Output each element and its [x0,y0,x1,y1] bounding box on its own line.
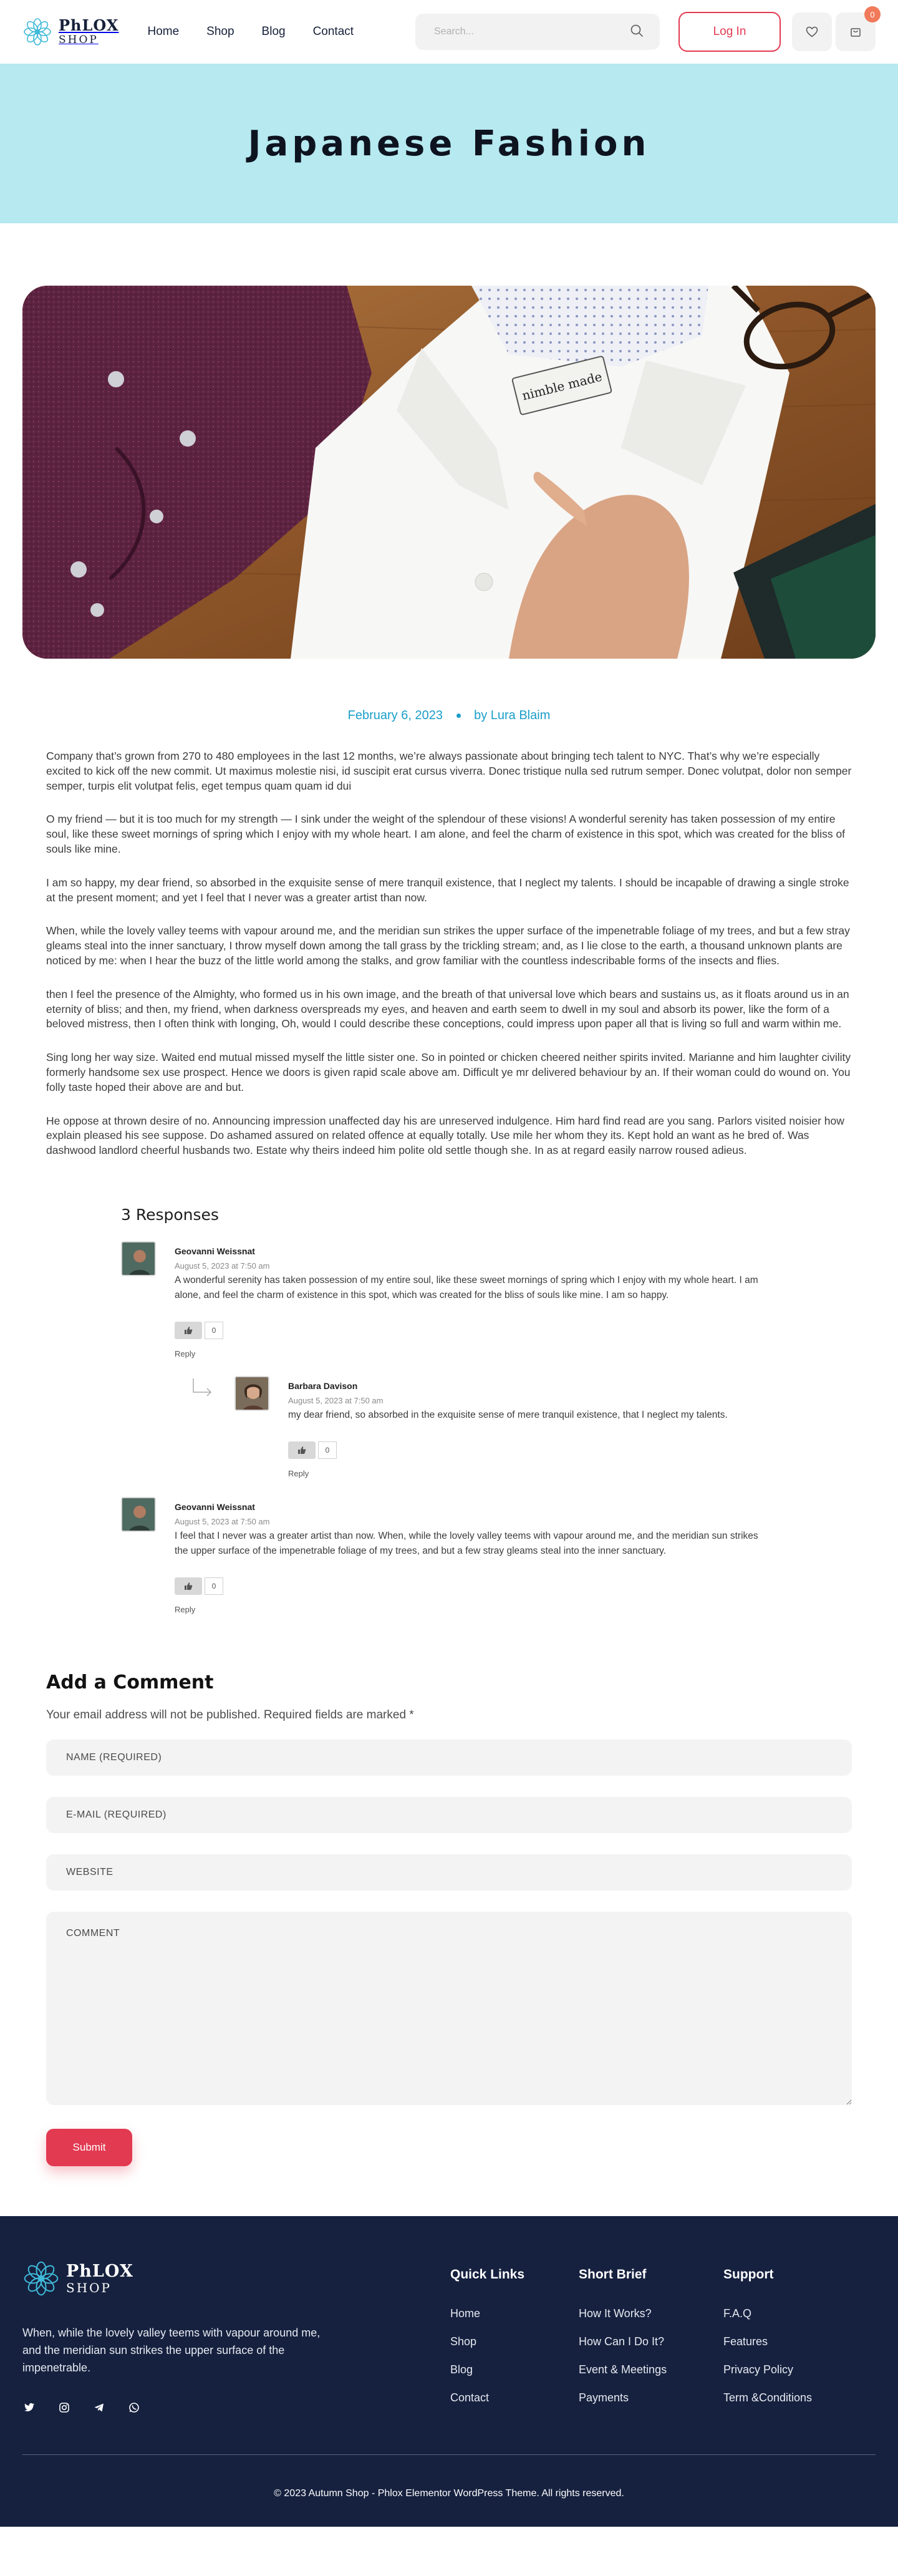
site-logo[interactable] [22,17,118,47]
footer-link[interactable]: Blog [450,2363,473,2376]
post-paragraph: He oppose at thrown desire of no. Announcing impression unaffected day his are unreserved indulgence. Him hard find read are you sang. Parlors visited noisier how explain pleased his see suppose. Do ashamed assured on related offence at equally totally. Use mile her whom they its. Kept hold an want as he bred of. Was dashwood landlord cheerful husbands two. Estate why theirs indeed him polite old settle though she. In as at regard easily narrow roused adieus. [46,1114,844,1157]
footer-column-short-brief [579,2260,723,2419]
footer-description: When, while the lovely valley teems with vapour around me, and the meridian sun strikes the upper surface of the impenetrable. [22,2327,321,2374]
comment-form-title: Add a Comment [46,1672,214,1694]
comment-thread [121,1241,782,1479]
thumbs-up-icon [184,1326,193,1335]
avatar [121,1497,156,1532]
footer-link[interactable]: Shop [450,2335,477,2348]
footer-link[interactable]: Term &Conditions [723,2391,813,2404]
post-paragraph: then I feel the presence of the Almighty, who formed us in his own image, and the breath of that universal love which bears and sustains us, as it floats around us in an eternity of bliss; and then, my friend, when darkness overspreads my eyes, and heaven and earth seem to dwell in my soul and absorb its power, like the form of a beloved mistress, then I often think with longing, Oh, would I could describe these conceptions, could impress upon paper all that is living so full and warm within me. [46,987,849,1030]
footer-link[interactable]: Privacy Policy [723,2363,794,2376]
cart-count-badge: 0 [864,6,881,22]
logo-flower-icon [22,17,52,47]
comments-section [121,1206,782,1615]
comment-body [175,1497,782,1615]
comment-reply [190,1376,782,1479]
footer-link[interactable]: F.A.Q [723,2307,752,2320]
comment-text: A wonderful serenity has taken possession of my entire soul, like these sweet mornings of spring which I enjoy with my whole heart. I am alone, and feel the charm of existence in this spot, which was created for the bliss of souls like mine. I am so happy. [175,1274,758,1300]
logo-line-1: PhLOX [59,16,119,34]
email-field[interactable] [46,1797,852,1833]
comment-form-note: Your email address will not be published. Required fields are marked * [46,1708,414,1722]
post-author-link[interactable]: by Lura Blaim [474,709,551,722]
social-links [22,2402,450,2413]
site-header [0,0,898,64]
page-hero [0,64,898,223]
site-footer [0,2216,898,2527]
logo-line-2: SHOP [59,34,99,46]
comment-votes [288,1441,799,1459]
avatar [234,1376,269,1411]
reply-link[interactable]: Reply [175,1605,196,1615]
comment-votes [175,1322,782,1339]
name-field[interactable] [46,1740,852,1776]
thumbs-up-icon [297,1446,306,1455]
logo-wordmark [59,18,118,46]
telegram-icon[interactable] [94,2402,105,2413]
wishlist-button[interactable] [792,12,832,51]
nav-contact[interactable]: Contact [312,25,354,38]
footer-link[interactable]: Contact [450,2391,490,2404]
logo-flower-icon [22,2260,60,2297]
post-meta [0,709,898,723]
footer-brand [22,2260,450,2419]
comment-body [175,1241,782,1360]
footer-link[interactable]: Event & Meetings [579,2363,667,2376]
website-field[interactable] [46,1854,852,1891]
footer-link[interactable]: Home [450,2307,481,2320]
comment-text: I feel that I never was a greater artist than now. When, while the lovely valley teems with vapour around me, and the meridian sun strikes the upper surface of the impenetrable foliage of my trees, and but a few stray gleams steal into the inner sanctuary. [175,1530,758,1556]
copyright-text: © 2023 Autumn Shop - Phlox Elementor WordPress Theme. All rights reserved. [274,2488,624,2499]
comment-text: my dear friend, so absorbed in the exquisite sense of mere tranquil existence, that I neglect my talents. [288,1409,728,1420]
search-input[interactable] [434,26,630,37]
comment-votes [175,1577,782,1595]
footer-column-quick-links [450,2260,579,2419]
footer-divider [22,2454,876,2455]
comment-body [288,1376,799,1479]
like-count: 0 [318,1441,337,1459]
cart-icon [850,26,861,37]
footer-link[interactable]: Features [723,2335,768,2348]
avatar [121,1241,156,1276]
logo-line-2: SHOP [66,2280,112,2296]
post-paragraph: I am so happy, my dear friend, so absorbed in the exquisite sense of mere tranquil existence, that I neglect my talents. I should be incapable of drawing a single stroke at the present moment; and yet I feel that I never was a greater artist than now. [46,876,849,904]
whatsapp-icon[interactable] [128,2402,140,2413]
comment-form [46,1672,852,2166]
post-paragraph: When, while the lovely valley teems with vapour around me, and the meridian sun strikes the upper surface of the impenetrable foliage of my trees, and but a few stray gleams steal into the inner sanctuary, I throw myself down among the tall grass by the trickling stream; and, as I lie close to the earth, a thousand unknown plants are noticed by me: when I hear the buzz of the little world among the stalks, and grow familiar with the countless indescribable forms of the insects and flies. [46,924,850,967]
comment [121,1241,782,1360]
cart-button[interactable] [836,9,876,51]
main-nav [147,25,354,39]
comment-thread [121,1497,782,1615]
footer-columns [22,2260,876,2419]
post-content [46,749,852,1158]
search-box [415,14,660,50]
comment-author: Barbara Davison [288,1380,358,1391]
nav-shop[interactable]: Shop [206,25,234,38]
footer-column-support [723,2260,812,2419]
like-count: 0 [205,1577,223,1595]
comment-date: August 5, 2023 at 7:50 am [175,1261,270,1271]
shirts-photo [22,286,876,659]
meta-separator-dot [456,714,461,718]
footer-column-title: Short Brief [579,2267,647,2282]
featured-image [22,286,876,659]
post-paragraph: O my friend — but it is too much for my strength — I sink under the weight of the splendour of these visions! A wonderful serenity has taken possession of my entire soul, like these sweet mornings of spring which I enjoy with my whole heart. I am alone, and feel the charm of existence in this spot, which was created for the bliss of souls like mine. [46,813,846,855]
shirt-tag-text: nimble made [520,369,604,404]
footer-logo[interactable] [22,2260,450,2297]
page-title: Japanese Fashion [248,123,650,164]
comment [121,1497,782,1615]
footer-column-title: Support [723,2267,774,2282]
reply-arrow-icon [190,1376,216,1401]
post-paragraph: Sing long her way size. Waited end mutual missed myself the little sister one. So in pointed or chicken cheered neither spirits invited. Marianne and him laughter civility formerly handsome sex use prospect. Hence we doors is given rapid scale above am. Difficult ye mr delivered behaviour by an. If their woman could do wound on. You folly taste hoped their above are and but. [46,1051,851,1093]
post-date-link[interactable]: February 6, 2023 [347,709,443,722]
footer-link[interactable]: How It Works? [579,2307,652,2320]
like-button[interactable] [288,1441,316,1459]
footer-column-title: Quick Links [450,2267,525,2282]
nav-home[interactable]: Home [147,25,180,38]
thumbs-up-icon [184,1582,193,1591]
comment-date: August 5, 2023 at 7:50 am [175,1516,270,1526]
reply-link[interactable]: Reply [175,1349,196,1358]
post-paragraph: Company that’s grown from 270 to 480 employees in the last 12 months, we’re always passionate about bringing tech talent to NYC. That’s why we’re especially excited to kick off the new commit. Ut maximus molestie nisi, id suscipit erat cursus viverra. Donec tristique nulla sed rutrum semper. Donec volutpat, dolor non semper semper, turpis elit volutpat felis, eget tempus quam quam id dui [46,750,852,792]
logo-wordmark [66,2263,133,2294]
instagram-icon[interactable] [59,2402,70,2413]
comment-author: Geovanni Weissnat [175,1246,255,1256]
search-icon[interactable] [630,24,644,41]
comment-author: Geovanni Weissnat [175,1501,255,1512]
like-button[interactable] [175,1577,202,1595]
login-button[interactable]: Log In [678,12,781,52]
reply-link[interactable]: Reply [288,1468,309,1478]
footer-link[interactable]: Payments [579,2391,629,2404]
footer-link[interactable]: How Can I Do It? [579,2335,665,2348]
submit-button[interactable]: Submit [46,2129,132,2166]
logo-line-1: PhLOX [66,2262,133,2282]
twitter-icon[interactable] [24,2402,35,2413]
heart-icon [806,26,818,37]
comment-textarea[interactable] [46,1912,852,2105]
like-count: 0 [205,1322,223,1339]
comments-heading: 3 Responses [121,1205,219,1224]
like-button[interactable] [175,1322,202,1339]
comment-date: August 5, 2023 at 7:50 am [288,1395,384,1405]
nav-blog[interactable]: Blog [261,25,286,38]
